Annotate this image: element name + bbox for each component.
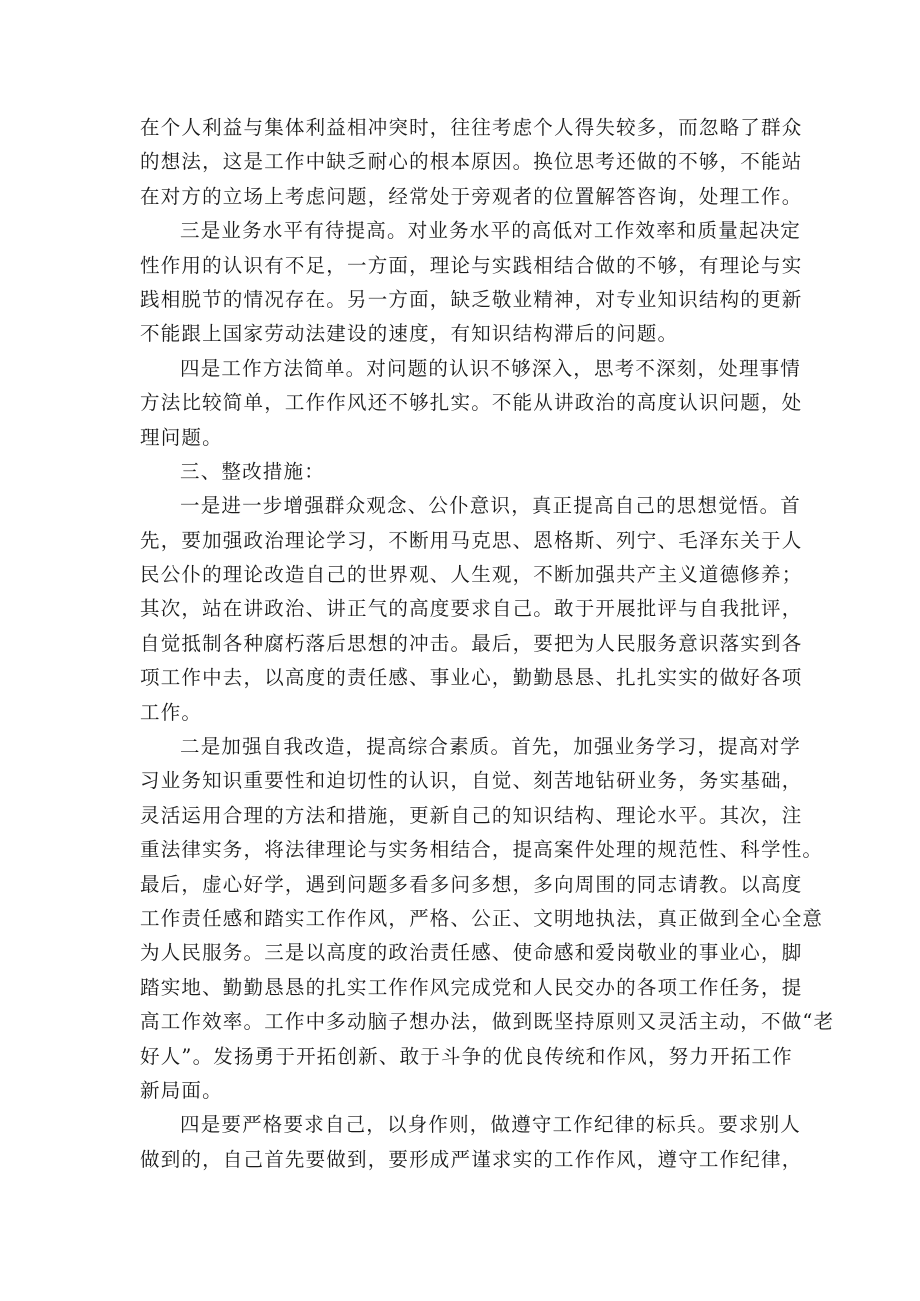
text-line: 在个人利益与集体利益相冲突时，往往考虑个人得失较多，而忽略了群众 bbox=[140, 116, 803, 139]
text-line: 一是进一步增强群众观念、公仆意识，真正提高自己的思想觉悟。首 bbox=[180, 494, 802, 518]
text-line: 四是工作方法简单。对问题的认识不够深入，思考不深刻，处理事情 bbox=[180, 356, 802, 380]
text-line: 高工作效率。工作中多动脑子想办法，做到既坚持原则又灵活主动，不做“老 bbox=[140, 1010, 835, 1034]
text-line: 项工作中去，以高度的责任感、事业心，勤勤恳恳、扎扎实实的做好各项 bbox=[140, 666, 803, 690]
text-line: 性作用的认识有不足，一方面，理论与实践相结合做的不够，有理论与实 bbox=[140, 253, 803, 277]
text-line: 为人民服务。三是以高度的政治责任感、使命感和爱岗敬业的事业心，脚 bbox=[140, 941, 803, 965]
text-line: 重法律实务，将法律理论与实务相结合，提高案件处理的规范性、科学性。 bbox=[140, 838, 824, 862]
text-line: 最后，虚心好学，遇到问题多看多问多想，多向周围的同志请教。以高度 bbox=[140, 872, 803, 896]
text-line: 做到的，自己首先要做到，要形成严谨求实的工作作风，遵守工作纪律， bbox=[140, 1147, 803, 1171]
text-line: 在对方的立场上考虑问题，经常处于旁观者的位置解答咨询，处理工作。 bbox=[140, 184, 803, 208]
text-line: 灵活运用合理的方法和措施，更新自己的知识结构、理论水平。其次，注 bbox=[140, 803, 803, 827]
text-line: 工作责任感和踏实工作作风，严格、公正、文明地执法，真正做到全心全意 bbox=[140, 906, 824, 930]
text-line: 新局面。 bbox=[140, 1078, 223, 1102]
text-line: 二是加强自我改造，提高综合素质。首先，加强业务学习，提高对学 bbox=[180, 735, 802, 759]
text-line: 不能跟上国家劳动法建设的速度，有知识结构滞后的问题。 bbox=[140, 322, 679, 346]
text-line: 踏实地、勤勤恳恳的扎实工作作风完成党和人民交办的各项工作任务，提 bbox=[140, 975, 803, 999]
document-body bbox=[140, 111, 835, 1177]
text-line: 好人”。发扬勇于开拓创新、敢于斗争的优良传统和作风，努力开拓工作 bbox=[140, 1044, 793, 1068]
text-line: 自觉抵制各种腐朽落后思想的冲击。最后，要把为人民服务意识落实到各 bbox=[140, 631, 803, 655]
text-line: 民公仆的理论改造自己的世界观、人生观，不断加强共产主义道德修养； bbox=[140, 563, 803, 587]
text-line: 三、整改措施： bbox=[180, 459, 325, 483]
text-line: 先，要加强政治理论学习，不断用马克思、恩格斯、列宁、毛泽东关于人 bbox=[140, 528, 803, 552]
text-line: 工作。 bbox=[140, 700, 203, 724]
text-line: 践相脱节的情况存在。另一方面，缺乏敬业精神，对专业知识结构的更新 bbox=[140, 287, 803, 311]
text-line: 的想法，这是工作中缺乏耐心的根本原因。换位思考还做的不够，不能站 bbox=[140, 150, 803, 174]
text-line: 三是业务水平有待提高。对业务水平的高低对工作效率和质量起决定 bbox=[180, 219, 802, 243]
text-line: 理问题。 bbox=[140, 425, 223, 449]
text-line: 其次，站在讲政治、讲正气的高度要求自己。敢于开展批评与自我批评， bbox=[140, 597, 803, 621]
text-line: 四是要严格要求自己，以身作则，做遵守工作纪律的标兵。要求别人 bbox=[180, 1113, 802, 1137]
text-line: 方法比较简单，工作作风还不够扎实。不能从讲政治的高度认识问题，处 bbox=[140, 391, 803, 415]
text-line: 习业务知识重要性和迫切性的认识，自觉、刻苦地钻研业务，务实基础， bbox=[140, 769, 803, 793]
